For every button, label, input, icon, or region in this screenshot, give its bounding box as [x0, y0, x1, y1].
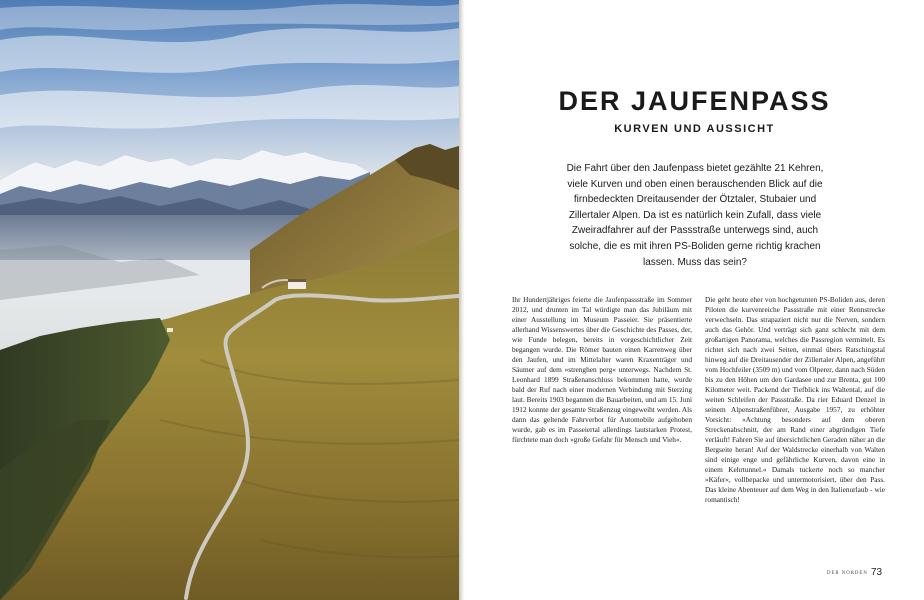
page-number: 73: [871, 567, 883, 578]
article-page: [465, 0, 924, 600]
article-lead: Die Fahrt über den Jaufenpass bietet gezählte 21 Kehren, viele Kurven und oben einen berauschenden Blick auf die firnbedeckten Dreitausender der Ötztaler, Stubaier und Zillertaler Alpen. Da ist es natürlich kein Zufall, dass viele Zweiradfahrer auf der Passstraße unterwegs sind, auch solche, die es mit ihren PS-Boliden gerne richtig krachen lassen. Muss das sein?: [566, 163, 824, 268]
mountain-hut: [288, 279, 306, 289]
clouds: [0, 4, 459, 129]
running-footer-section: DER NORDEN: [827, 571, 868, 576]
mountain-pass-photo: [0, 0, 459, 600]
small-chapel: [167, 328, 173, 332]
article-title: DER JAUFENPASS: [558, 86, 831, 116]
body-column-right: Die geht heute eher von hochgetunten PS-Boliden aus, deren Piloten die kurvenreiche Passstraße mit einer Rennstrecke verwechseln. Das strapaziert nicht nur die Nerven, sondern auch das Gehör. Und verträgt sich ganz schlecht mit dem großartigen Panorama, welches die Passregion vermittelt. Es richtet sich nach zwei Seiten, einmal übers Ratschingstal hinweg auf die Dreitausender der Zillertaler Alpen, angeführt vom Hochfeiler (3509 m) und vom Olperer, dann nach Süden bis zu den Höhen um den Gardasee und zur Brenta, gut 100 Kilometer weit. Packend der Tiefblick ins Waltental, auf die weiten Schleifen der Passstraße. Da rier Eduard Denzel in seinem Alpenstraßenführer, Ausgabe 1957, zu erhöhter Vorsicht: »Achtung besonders auf dem oberen Streckenabschnitt, der am Rand einer abgründigen Tiefe verläuft! Fahren Sie auf übersichtlichen Geraden näher an die Bergseite heran! Auf der Waldstrecke einerhalb von Walten sind einige enge und gefährliche Kurven, davon eine in einem Kehrtunnel.« Damals tuckerte noch so mancher »Käfer«, vollbepacke und untermotorisiert, über den Pass. Das kleine Abenteuer auf dem Weg in den Italienurlaub - wie romantisch!: [705, 295, 885, 504]
body-column-left: Ihr Hundertjähriges feierte die Jaufenpassstraße im Sommer 2012, und drunten im Tal würdigte man das Jubiläum mit einer Ausstellung im Museum Passeier. Sie präsentierte allerhand Wissenswertes über die Geschichte des Passes, der, wie Funde belegen, bereits in vorgeschichtlicher Zeit begangen wurde. Die Römer bauten einen Karrenweg über den Jaufen, und im Mittelalter waren Kraxenträger und Säumer auf dem »strenghen perg« unterwegs. Nachdem St. Leonhard 1899 Straßenanschluss bekommen hatte, wurde bald der Ruf nach einer modernen Verbindung mit Sterzing laut. Bereits 1903 begannen die Bauarbeiten, und am 15. Juni 1912 konnte der gesamte Straßenzug eingeweiht werden. Als dann das geltende Fahrverbot für Automobile aufgehoben wurde, gab es im Passeiertal allerdings lautstarken Protest, fürchtete man doch »große Gefahr für Mensch und Vieh«.: [512, 295, 692, 444]
landscape-illustration: [0, 0, 459, 600]
article-subtitle: KURVEN UND AUSSICHT: [614, 123, 775, 135]
